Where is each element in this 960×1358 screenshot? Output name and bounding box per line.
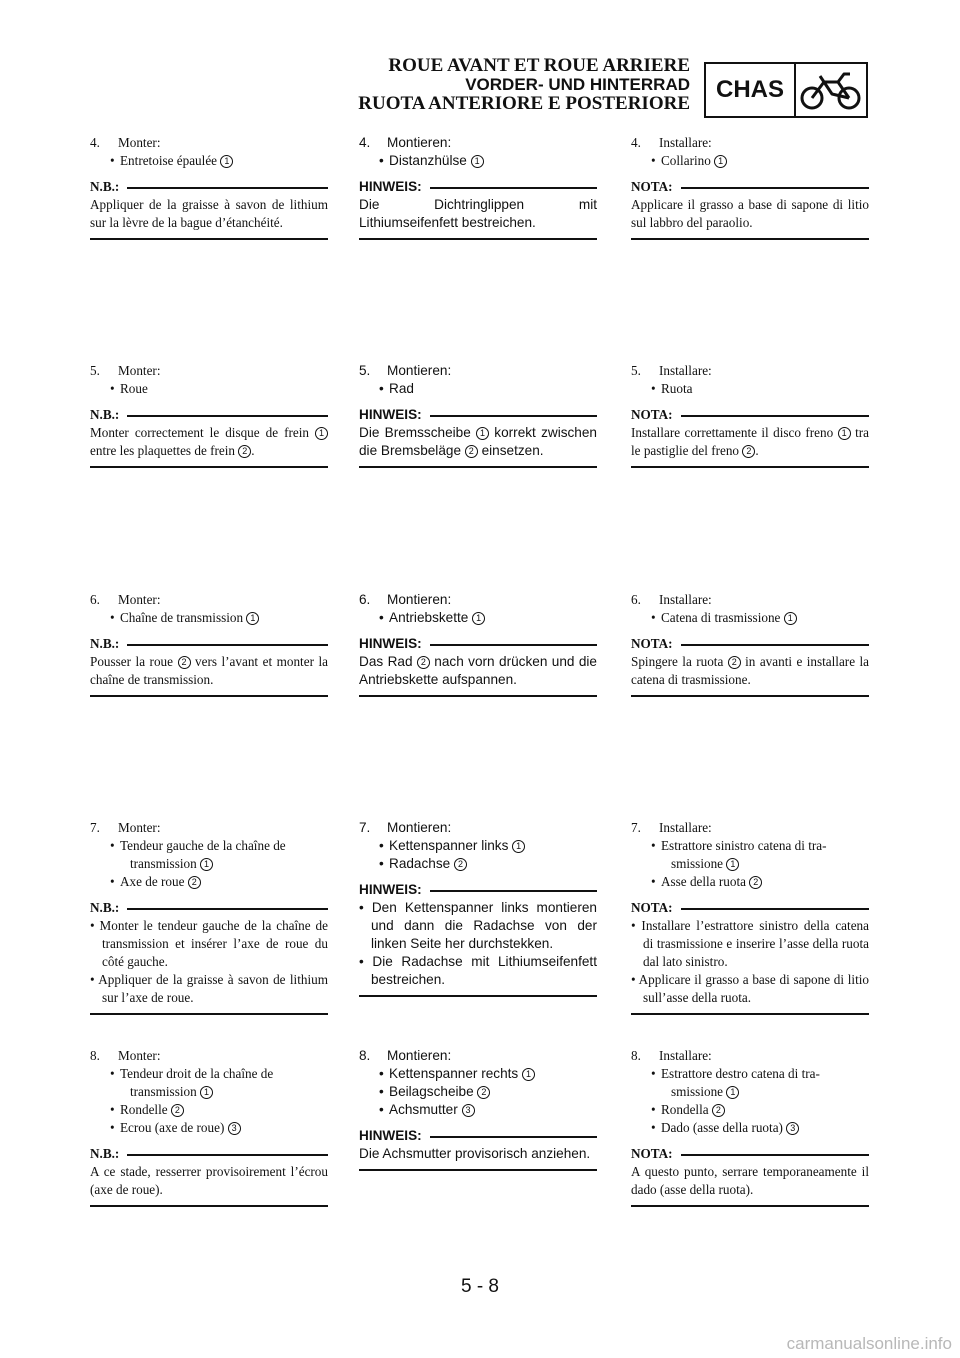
note-body: A ce stade, resserrer provisoirement l’écrou (axe de roue). [90,1164,328,1197]
note-body [359,899,597,989]
de-step-6 [359,591,597,697]
step-item: • Estrattore sinistro catena di tra- [631,837,869,855]
fr-step-8 [90,1047,328,1207]
callout-number: 1 [315,427,328,440]
step-item: • Tendeur gauche de la chaîne de [90,837,328,855]
callout-number: 1 [200,858,213,871]
de-step-7 [359,819,597,997]
note-label: HINWEIS: [359,882,422,897]
note-label: N.B.: [90,407,120,422]
note-header [359,406,597,424]
step-item: • Rondella 2 [631,1101,869,1119]
callout-number: 1 [246,612,259,625]
step-item: • Rondelle 2 [90,1101,328,1119]
callout-number: 2 [477,1086,490,1099]
note-end-rule [359,1169,597,1171]
callout-number: 2 [728,656,741,669]
note-header [90,635,328,653]
note-bullet: • Applicare il grasso a base di sapone di litio sull’asse della ruota. [631,972,869,1005]
callout-number: 3 [786,1122,799,1135]
callout-number: 2 [712,1104,725,1117]
step-item: • Asse della ruota 2 [631,873,869,891]
step-item: • Beilagscheibe 2 [359,1083,597,1101]
callout-number: 1 [726,1086,739,1099]
fr-step-5 [90,362,328,468]
step-item: • Ecrou (axe de roue) 3 [90,1119,328,1137]
step-item: • Catena di trasmissione 1 [631,609,869,627]
step-item: smissione 1 [631,855,869,873]
note-rule [430,415,597,417]
step-title: 5. Monter: [90,363,161,378]
note-label: NOTA: [631,636,673,651]
callout-number: 2 [188,876,201,889]
note-label: NOTA: [631,407,673,422]
it-step-8 [631,1047,869,1207]
step-item: • Kettenspanner rechts 1 [359,1065,597,1083]
callout-number: 1 [471,155,484,168]
step-item: • Kettenspanner links 1 [359,837,597,855]
step-title: 5. Montieren: [359,363,452,378]
note-label: N.B.: [90,1146,120,1161]
note-label: N.B.: [90,636,120,651]
note-header [631,635,869,653]
fr-step-7 [90,819,328,1015]
step-title: 5. Installare: [631,363,712,378]
callout-number: 1 [512,840,525,853]
note-body [90,917,328,1007]
note-end-rule [631,1013,869,1015]
callout-number: 1 [726,858,739,871]
note-header [90,1145,328,1163]
note-body: Installare correttamente il disco freno 1 tra le pastiglie del freno 2 . [631,425,869,458]
note-label: NOTA: [631,179,673,194]
step-item: transmission 1 [90,1083,328,1101]
note-header [359,1127,597,1145]
step-title: 6. Monter: [90,592,161,607]
note-body [631,917,869,1007]
note-header [631,178,869,196]
note-end-rule [90,238,328,240]
it-step-4 [631,134,869,240]
section-label: CHAS [706,64,796,116]
de-step-8 [359,1047,597,1171]
step-item: • Rad [359,380,597,398]
callout-number: 1 [784,612,797,625]
note-end-rule [90,695,328,697]
step-item: • Collarino 1 [631,152,869,170]
callout-number: 2 [417,656,430,669]
note-body: Die Bremsscheibe 1 korrekt zwischen die Bremsbeläge 2 einsetzen. [359,425,597,458]
note-label: N.B.: [90,900,120,915]
note-body: Das Rad 2 nach vorn drücken und die Antriebskette aufspannen. [359,654,597,687]
step-item: • Ruota [631,380,869,398]
step-item: • Estrattore destro catena di tra- [631,1065,869,1083]
step-item: • Antriebskette 1 [359,609,597,627]
note-bullet: • Appliquer de la graisse à savon de lithium sur l’axe de roue. [90,972,328,1005]
callout-number: 1 [714,155,727,168]
step-item: • Distanzhülse 1 [359,152,597,170]
de-step-5 [359,362,597,468]
note-header [90,406,328,424]
callout-number: 2 [742,445,755,458]
note-end-rule [90,1205,328,1207]
note-bullet: • Den Kettenspanner links montieren und dann die Radachse von der linken Seite her durchstekken. [359,900,597,951]
callout-number: 2 [238,445,251,458]
fr-step-4 [90,134,328,240]
note-rule [430,644,597,646]
step-title: 8. Monter: [90,1048,161,1063]
note-header [631,899,869,917]
step-title: 8. Installare: [631,1048,712,1063]
callout-number: 3 [462,1104,475,1117]
callout-number: 1 [476,427,489,440]
note-end-rule [359,995,597,997]
note-header [359,881,597,899]
note-rule [681,644,869,646]
note-header [359,635,597,653]
step-title: 4. Montieren: [359,135,452,150]
step-item: • Entretoise épaulée 1 [90,152,328,170]
note-label: HINWEIS: [359,407,422,422]
note-rule [681,908,869,910]
watermark: carmanualsonline.info [786,1334,952,1353]
note-end-rule [359,466,597,468]
it-step-5 [631,362,869,468]
step-item: • Dado (asse della ruota) 3 [631,1119,869,1137]
step-item: • Achsmutter 3 [359,1101,597,1119]
title-it: RUOTA ANTERIORE E POSTERIORE [358,93,690,114]
step-title: 8. Montieren: [359,1048,452,1063]
note-body: Die Achsmutter provisorisch anziehen. [359,1146,591,1161]
note-rule [127,644,328,646]
step-title: 4. Monter: [90,135,161,150]
step-title: 7. Montieren: [359,820,452,835]
note-header [631,1145,869,1163]
callout-number: 1 [200,1086,213,1099]
title-de: VORDER- UND HINTERRAD [465,75,690,94]
note-rule [127,1154,328,1156]
note-rule [681,1154,869,1156]
callout-number: 2 [749,876,762,889]
it-step-7 [631,819,869,1015]
note-label: HINWEIS: [359,636,422,651]
note-label: HINWEIS: [359,1128,422,1143]
note-label: HINWEIS: [359,179,422,194]
de-step-4 [359,134,597,240]
note-body: Appliquer de la graisse à savon de lithium sur la lèvre de la bague d’étanchéité. [90,197,328,230]
note-end-rule [631,1205,869,1207]
note-rule [430,890,597,892]
note-rule [430,187,597,189]
step-item: • Roue [90,380,328,398]
step-item: • Tendeur droit de la chaîne de [90,1065,328,1083]
it-step-6 [631,591,869,697]
callout-number: 1 [220,155,233,168]
note-rule [127,908,328,910]
note-rule [681,415,869,417]
note-body: Spingere la ruota 2 in avanti e installare la catena di trasmissione. [631,654,869,687]
callout-number: 1 [472,612,485,625]
callout-number: 3 [228,1122,241,1135]
step-title: 4. Installare: [631,135,712,150]
note-rule [127,415,328,417]
step-title: 6. Montieren: [359,592,452,607]
note-bullet: • Monter le tendeur gauche de la chaîne de transmission et insérer l’axe de roue du côté gauche. [90,918,328,969]
note-rule [430,1136,597,1138]
note-bullet: • Die Radachse mit Lithiumseifenfett bestreichen. [359,954,597,987]
note-header [359,178,597,196]
motorcycle-icon [796,64,866,116]
callout-number: 1 [522,1068,535,1081]
page-header [358,56,690,113]
step-title: 7. Monter: [90,820,161,835]
section-badge [704,62,868,118]
callout-number: 2 [454,858,467,871]
note-body: Pousser la roue 2 vers l’avant et monter la chaîne de transmission. [90,654,328,687]
title-fr: ROUE AVANT ET ROUE ARRIERE [388,55,690,76]
step-item: smissione 1 [631,1083,869,1101]
step-title: 6. Installare: [631,592,712,607]
note-header [631,406,869,424]
note-label: NOTA: [631,900,673,915]
callout-number: 1 [838,427,851,440]
callout-number: 2 [178,656,191,669]
note-body: Applicare il grasso a base di sapone di litio sul labbro del paraolio. [631,197,869,230]
note-label: NOTA: [631,1146,673,1161]
note-end-rule [90,1013,328,1015]
note-body: Monter correctement le disque de frein 1 entre les plaquettes de frein 2 . [90,424,328,460]
note-end-rule [359,695,597,697]
note-end-rule [359,238,597,240]
step-item: • Radachse 2 [359,855,597,873]
callout-number: 2 [171,1104,184,1117]
step-item: • Chaîne de transmission 1 [90,609,328,627]
fr-step-6 [90,591,328,697]
note-rule [681,187,869,189]
callout-number: 2 [465,445,478,458]
page-number: 5 - 8 [460,1276,500,1297]
note-label: N.B.: [90,179,120,194]
step-item: • Axe de roue 2 [90,873,328,891]
note-rule [127,187,328,189]
step-title: 7. Installare: [631,820,712,835]
note-end-rule [631,695,869,697]
note-header [90,178,328,196]
note-end-rule [631,466,869,468]
note-body: A questo punto, serrare temporaneamente il dado (asse della ruota). [631,1164,869,1197]
note-bullet: • Installare l’estrattore sinistro della catena di trasmissione e inserire l’asse della ruota dal lato sinistro. [631,918,869,969]
note-header [90,899,328,917]
step-item: transmission 1 [90,855,328,873]
note-body: Die Dichtringlippen mit Lithiumseifenfett bestreichen. [359,197,597,230]
note-end-rule [90,466,328,468]
note-end-rule [631,238,869,240]
